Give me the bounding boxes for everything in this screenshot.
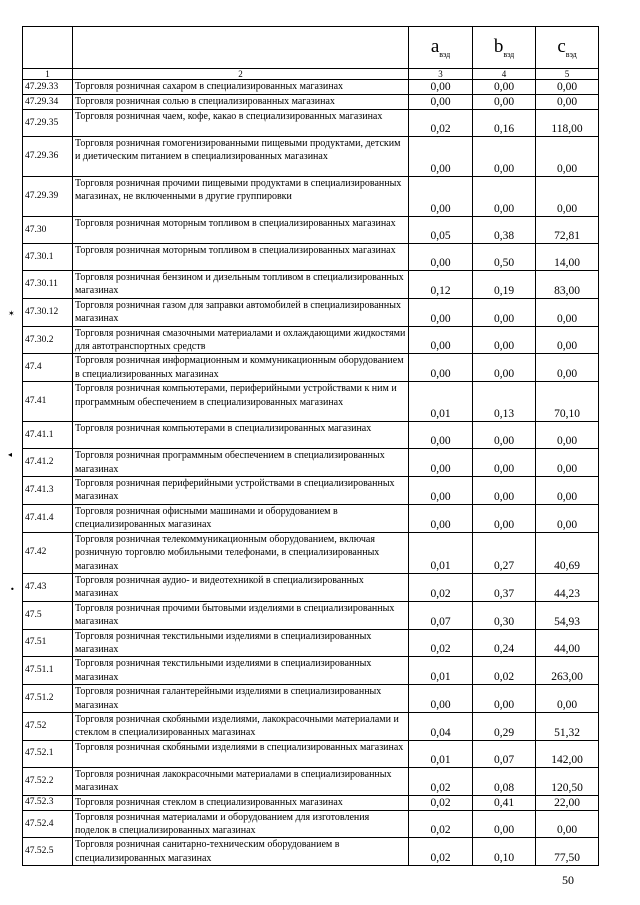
coef-c-cell: 44,23 [536,573,599,601]
coef-b-cell: 0,37 [473,573,536,601]
activity-code-cell: 47.52.1 [23,740,73,767]
table-row [23,80,599,95]
header-col-a-subscript: вэд [439,49,451,59]
activity-code-cell: 47.30.1 [23,244,73,271]
coef-c-cell: 120,50 [536,767,599,795]
coef-b-cell: 0,29 [473,712,536,740]
coef-b-cell: 0,00 [473,810,536,838]
coef-b-cell: 0,00 [473,137,536,177]
activity-code-cell: 47.52.5 [23,838,73,866]
coef-b-cell: 0,07 [473,740,536,767]
column-number: 3 [409,69,473,80]
coef-c-cell: 72,81 [536,217,599,244]
activity-name-cell: Торговля розничная прочими пищевыми продуктами в специализированных магазинах, не включенными в другие группировки [73,177,409,217]
coef-b-cell: 0,00 [473,298,536,326]
coef-a-cell: 0,00 [409,422,473,449]
coef-c-cell: 44,00 [536,629,599,657]
activity-name-cell: Торговля розничная прочими бытовыми изделиями в специализированных магазинах [73,601,409,629]
activity-name-cell: Торговля розничная моторным топливом в специализированных магазинах [73,217,409,244]
activity-name-cell: Торговля розничная гомогенизированными пищевыми продуктами, детским и диетическим питанием в специализированных магазинах [73,137,409,177]
coef-c-cell: 0,00 [536,80,599,95]
activity-name-cell: Торговля розничная смазочными материалами и охлаждающими жидкостями для автотранспортных средств [73,326,409,354]
table-row [23,767,599,795]
header-name-cell [73,27,409,69]
coef-a-cell: 0,02 [409,810,473,838]
header-col-c [536,27,599,69]
header-col-b [473,27,536,69]
coef-c-cell: 14,00 [536,244,599,271]
activity-name-cell: Торговля розничная бензином и дизельным топливом в специализированных магазинах [73,271,409,299]
activity-code-cell: 47.30.11 [23,271,73,299]
coef-a-cell: 0,02 [409,838,473,866]
coef-a-cell: 0,00 [409,477,473,505]
table-row [23,838,599,866]
table-row [23,477,599,505]
coef-b-cell: 0,00 [473,326,536,354]
coef-c-cell: 51,32 [536,712,599,740]
coef-c-cell: 54,93 [536,601,599,629]
activity-code-cell: 47.51.1 [23,657,73,685]
table-row [23,177,599,217]
activity-code-cell: 47.29.35 [23,110,73,137]
activity-code-cell: 47.51.2 [23,685,73,713]
table-row [23,326,599,354]
activity-name-cell: Торговля розничная телекоммуникационным оборудованием, включая розничную торговлю мобильными телефонами, в специализированных магазинах [73,532,409,573]
coef-c-cell: 0,00 [536,298,599,326]
activity-code-cell: 47.29.33 [23,80,73,95]
table-row [23,685,599,713]
table-row [23,601,599,629]
table-row [23,657,599,685]
table-row [23,422,599,449]
activity-name-cell: Торговля розничная компьютерами, периферийными устройствами к ним и программным обеспечением в специализированных магазинах [73,382,409,422]
coef-a-cell: 0,00 [409,137,473,177]
activity-name-cell: Торговля розничная сахаром в специализированных магазинах [73,80,409,95]
coef-b-cell: 0,00 [473,477,536,505]
coef-b-cell: 0,00 [473,685,536,713]
activity-code-cell: 47.43 [23,573,73,601]
header-row [23,27,599,69]
activity-name-cell: Торговля розничная моторным топливом в специализированных магазинах [73,244,409,271]
activity-code-cell: 47.41.3 [23,477,73,505]
coef-a-cell: 0,01 [409,532,473,573]
activity-name-cell: Торговля розничная солью в специализированных магазинах [73,95,409,110]
activity-name-cell: Торговля розничная галантерейными изделиями в специализированных магазинах [73,685,409,713]
table-row [23,354,599,382]
coef-a-cell: 0,00 [409,504,473,532]
activity-name-cell: Торговля розничная газом для заправки автомобилей в специализированных магазинах [73,298,409,326]
table-row [23,382,599,422]
activity-name-cell: Торговля розничная материалами и оборудованием для изготовления поделок в специализированных магазинах [73,810,409,838]
column-number: 1 [23,69,73,80]
activity-code-cell: 47.29.34 [23,95,73,110]
coef-c-cell: 83,00 [536,271,599,299]
coef-b-cell: 0,24 [473,629,536,657]
coef-b-cell: 0,16 [473,110,536,137]
coef-c-cell: 0,00 [536,504,599,532]
table-row [23,217,599,244]
margin-mark: ✶ [8,309,15,318]
activity-code-cell: 47.41.2 [23,449,73,477]
column-number-row [23,69,599,80]
coef-c-cell: 263,00 [536,657,599,685]
coef-b-cell: 0,00 [473,449,536,477]
coef-c-cell: 142,00 [536,740,599,767]
coef-a-cell: 0,02 [409,110,473,137]
coef-c-cell: 0,00 [536,685,599,713]
activity-name-cell: Торговля розничная санитарно-техническим оборудованием в специализированных магазинах [73,838,409,866]
coef-c-cell: 40,69 [536,532,599,573]
coef-b-cell: 0,10 [473,838,536,866]
coef-a-cell: 0,00 [409,298,473,326]
coef-a-cell: 0,02 [409,795,473,810]
activity-name-cell: Торговля розничная чаем, кофе, какао в специализированных магазинах [73,110,409,137]
activity-code-cell: 47.30 [23,217,73,244]
coef-b-cell: 0,00 [473,80,536,95]
activity-code-cell: 47.30.12 [23,298,73,326]
coef-c-cell: 70,10 [536,382,599,422]
coef-a-cell: 0,00 [409,177,473,217]
header-col-c-letter: c [557,36,566,58]
coef-a-cell: 0,00 [409,244,473,271]
coef-a-cell: 0,07 [409,601,473,629]
activity-name-cell: Торговля розничная скобяными изделиями в специализированных магазинах [73,740,409,767]
activity-name-cell: Торговля розничная текстильными изделиями в специализированных магазинах [73,629,409,657]
table-row [23,740,599,767]
coef-b-cell: 0,41 [473,795,536,810]
table-row [23,573,599,601]
coef-a-cell: 0,02 [409,629,473,657]
coef-c-cell: 77,50 [536,838,599,866]
activity-code-cell: 47.52.3 [23,795,73,810]
activity-name-cell: Торговля розничная стеклом в специализированных магазинах [73,795,409,810]
activity-code-cell: 47.41.1 [23,422,73,449]
column-number: 5 [536,69,599,80]
header-col-b-letter: b [493,36,504,58]
coef-b-cell: 0,50 [473,244,536,271]
activity-code-cell: 47.52.4 [23,810,73,838]
coef-b-cell: 0,00 [473,95,536,110]
table-row [23,298,599,326]
coef-a-cell: 0,12 [409,271,473,299]
coef-a-cell: 0,01 [409,382,473,422]
coef-c-cell: 0,00 [536,422,599,449]
coef-a-cell: 0,02 [409,573,473,601]
coef-a-cell: 0,00 [409,449,473,477]
coef-b-cell: 0,00 [473,504,536,532]
activity-code-cell: 47.41 [23,382,73,422]
coef-a-cell: 0,00 [409,80,473,95]
page-number: 50 [562,873,574,887]
coef-b-cell: 0,27 [473,532,536,573]
coef-b-cell: 0,38 [473,217,536,244]
coef-a-cell: 0,00 [409,326,473,354]
coef-c-cell: 118,00 [536,110,599,137]
coef-c-cell: 0,00 [536,354,599,382]
header-col-a [409,27,473,69]
table-row [23,795,599,810]
coef-c-cell: 0,00 [536,95,599,110]
table-row [23,95,599,110]
header-col-c-subscript: вэд [565,49,577,59]
activity-code-cell: 47.52.2 [23,767,73,795]
activity-code-cell: 47.41.4 [23,504,73,532]
table-row [23,504,599,532]
coef-c-cell: 0,00 [536,810,599,838]
activity-name-cell: Торговля розничная информационным и коммуникационным оборудованием в специализированных магазинах [73,354,409,382]
header-col-a-letter: a [430,36,440,58]
coef-b-cell: 0,00 [473,422,536,449]
coef-a-cell: 0,02 [409,767,473,795]
table-row [23,532,599,573]
coef-a-cell: 0,05 [409,217,473,244]
table-row [23,110,599,137]
column-number: 4 [473,69,536,80]
coef-a-cell: 0,00 [409,685,473,713]
coef-a-cell: 0,00 [409,354,473,382]
activity-code-cell: 47.30.2 [23,326,73,354]
activity-name-cell: Торговля розничная периферийными устройствами в специализированных магазинах [73,477,409,505]
okved-coefficients-table [22,26,599,866]
activity-name-cell: Торговля розничная офисными машинами и оборудованием в специализированных магазинах [73,504,409,532]
table-row [23,244,599,271]
margin-mark: • [10,585,15,594]
header-col-b-subscript: вэд [503,49,515,59]
activity-name-cell: Торговля розничная программным обеспечением в специализированных магазинах [73,449,409,477]
coef-c-cell: 0,00 [536,137,599,177]
table-body [23,27,599,866]
activity-code-cell: 47.5 [23,601,73,629]
table-row [23,449,599,477]
activity-name-cell: Торговля розничная лакокрасочными материалами в специализированных магазинах [73,767,409,795]
coef-b-cell: 0,00 [473,177,536,217]
activity-code-cell: 47.29.39 [23,177,73,217]
coef-b-cell: 0,19 [473,271,536,299]
activity-name-cell: Торговля розничная аудио- и видеотехникой в специализированных магазинах [73,573,409,601]
margin-mark: ◂ [8,450,13,459]
coef-c-cell: 0,00 [536,477,599,505]
activity-name-cell: Торговля розничная текстильными изделиями в специализированных магазинах [73,657,409,685]
coef-b-cell: 0,13 [473,382,536,422]
table-row [23,712,599,740]
coef-b-cell: 0,30 [473,601,536,629]
table-row [23,137,599,177]
coef-b-cell: 0,08 [473,767,536,795]
coef-a-cell: 0,04 [409,712,473,740]
table-row [23,629,599,657]
coef-c-cell: 22,00 [536,795,599,810]
table-row [23,810,599,838]
coef-b-cell: 0,00 [473,354,536,382]
coef-c-cell: 0,00 [536,177,599,217]
coef-a-cell: 0,00 [409,95,473,110]
coef-c-cell: 0,00 [536,326,599,354]
activity-code-cell: 47.51 [23,629,73,657]
header-code-cell [23,27,73,69]
coef-b-cell: 0,02 [473,657,536,685]
activity-code-cell: 47.29.36 [23,137,73,177]
activity-code-cell: 47.42 [23,532,73,573]
column-number: 2 [73,69,409,80]
coef-a-cell: 0,01 [409,740,473,767]
activity-name-cell: Торговля розничная компьютерами в специализированных магазинах [73,422,409,449]
coef-c-cell: 0,00 [536,449,599,477]
coef-a-cell: 0,01 [409,657,473,685]
table-row [23,271,599,299]
activity-code-cell: 47.4 [23,354,73,382]
activity-name-cell: Торговля розничная скобяными изделиями, лакокрасочными материалами и стеклом в специализированных магазинах [73,712,409,740]
activity-code-cell: 47.52 [23,712,73,740]
